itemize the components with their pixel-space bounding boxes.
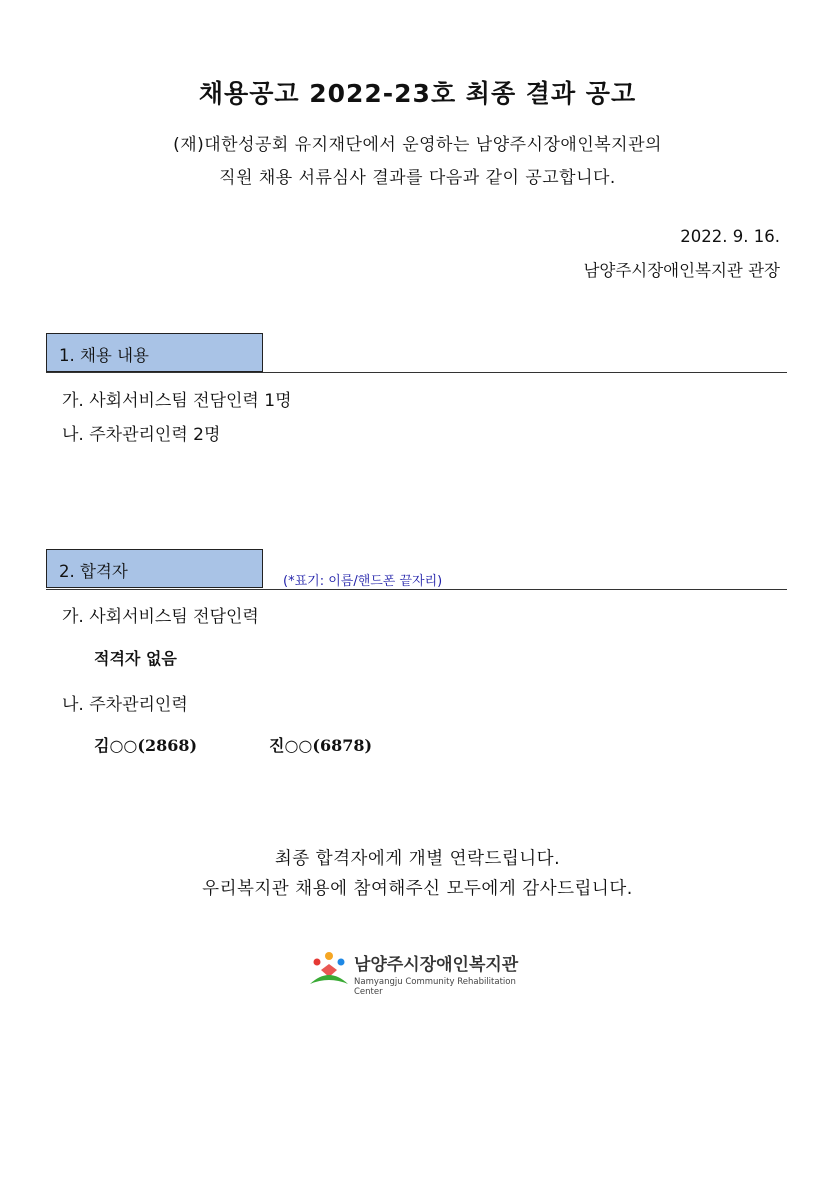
group-label: 가. 사회서비스팀 전담인력 [62, 607, 259, 627]
page-title: 채용공고 2022-23호 최종 결과 공고 [198, 79, 637, 108]
closing-line-1: 최종 합격자에게 개별 연락드립니다. [274, 849, 561, 869]
notice-date: 2022. 9. 16. [680, 227, 780, 246]
organization-logo [308, 950, 538, 997]
issuer: 남양주시장애인복지관 관장 [583, 261, 780, 280]
logo-emblem-icon [308, 950, 350, 990]
section-1-title: 1. 채용 내용 [59, 346, 149, 365]
section-1-item: 나. 주차관리인력 2명 [62, 425, 221, 445]
logo-subtitle: Namyangju Community Rehabilitation Center [354, 977, 516, 997]
group-label: 나. 주차관리인력 [62, 695, 188, 715]
closing-line-2: 우리복지관 채용에 참여해주신 모두에게 감사드립니다. [202, 879, 633, 899]
notation-note: (*표기: 이름/핸드폰 끝자리) [283, 574, 443, 589]
section-2-header [46, 549, 263, 588]
intro-line-1: (재)대한성공회 유지재단에서 운영하는 남양주시장애인복지관의 [173, 135, 662, 155]
section-1-header [46, 333, 263, 372]
section-2-title: 2. 합격자 [59, 562, 128, 581]
passer-entry: 김○○(2868) [94, 736, 198, 755]
logo-name: 남양주시장애인복지관 [354, 955, 519, 975]
section-1-item: 가. 사회서비스팀 전담인력 1명 [62, 391, 292, 411]
intro-line-2: 직원 채용 서류심사 결과를 다음과 같이 공고합니다. [219, 168, 616, 188]
section-1-rule [46, 372, 787, 373]
passer-entry: 진○○(6878) [269, 736, 373, 755]
section-2-rule [46, 589, 787, 590]
group-result: 적격자 없음 [94, 649, 177, 668]
